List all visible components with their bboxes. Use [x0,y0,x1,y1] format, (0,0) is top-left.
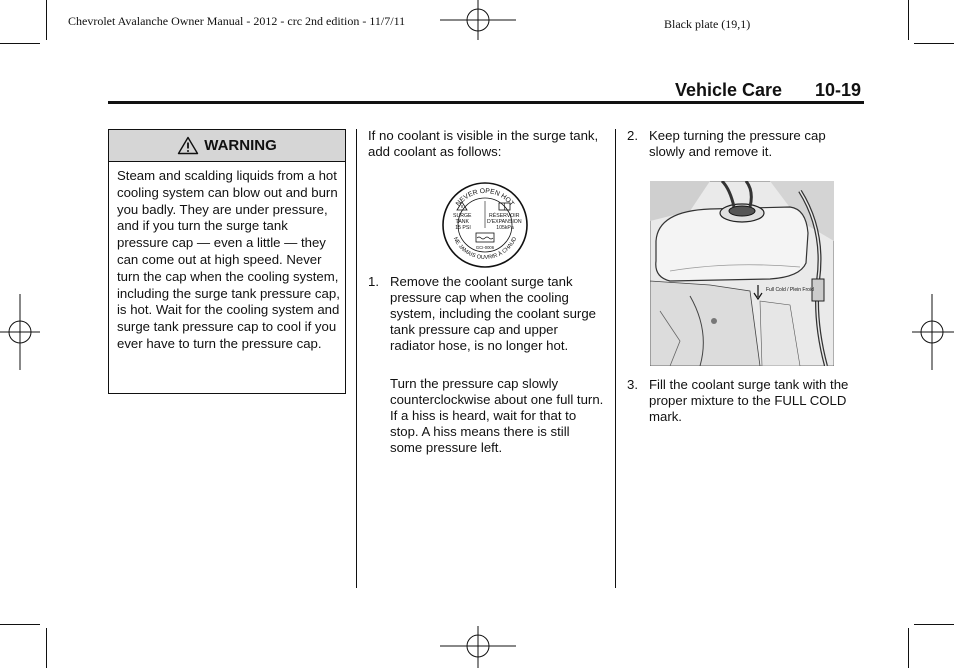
crop-mark [914,43,954,44]
cap-right-line-2: D'EXPANSION [486,219,522,225]
crop-mark [908,628,909,668]
cap-right-line-1: RÉSERVOIR [489,213,520,219]
page-number: 10-19 [815,80,862,100]
step-3 [627,377,859,427]
step-1-text: Remove the coolant surge tank pressure cap when the cooling system, including the coolant surge tank pressure cap and upper radiator hose, is no longer hot. [390,274,596,353]
crop-mark [46,628,47,668]
plate-info-left: Chevrolet Avalanche Owner Manual - 2012 - crc 2nd edition - 11/7/11 [68,14,406,28]
warning-title: WARNING [204,137,277,154]
crop-mark [914,624,954,625]
crop-mark [908,0,909,40]
warning-header [109,130,345,162]
registration-mark-top [440,0,516,40]
plate-info-right: Black plate (19,1) [664,17,751,31]
warning-triangle-icon [177,136,199,155]
crop-mark [0,624,40,625]
header-rule [108,101,864,104]
step-2-number: 2. [627,128,638,143]
cap-left-line-1: SURGE [453,213,472,219]
pressure-cap-illustration [441,181,529,269]
step-1-note: Turn the pressure cap slowly counterclockwise about one full turn. If a hiss is heard, wait for that to stop. A hiss means there is still some pressure left. [390,376,604,455]
photo-full-cold-label: Full Cold / Plein Froid [766,287,814,293]
step-1 [368,274,608,370]
column-divider [615,129,616,588]
registration-mark-bottom [440,626,516,668]
cap-bottom-arc-text: NE JAMAIS OUVRIR À CHAUD [451,236,519,262]
registration-mark-right [912,294,954,370]
column-divider [356,129,357,588]
cap-code: GCI-0006 [475,245,495,250]
coolant-intro: If no coolant is visible in the surge tank, add coolant as follows: [368,128,599,159]
cap-top-arc-text: NEVER OPEN HOT [454,187,516,208]
warning-text: Steam and scalding liquids from a hot cooling system can blow out and burn you badly. They are under pressure, and if you turn the surge tank pressure cap — even a little — they can come out at high speed. Never turn the cap when the cooling system, including the surge tank pressure cap, is hot. Wait for the cooling system and surge tank pressure cap to cool if you ever have to turn the pressure cap. [117,168,340,351]
registration-mark-left [0,294,40,370]
cap-right-line-3: 105kPa [496,225,514,231]
step-2 [627,128,859,162]
svg-text:SURGE TANK 15 PSI [453,213,473,231]
step-3-text: Fill the coolant surge tank with the proper mixture to the FULL COLD mark. [649,377,849,424]
cap-left-line-2: TANK [455,219,469,225]
step-3-number: 3. [627,377,638,392]
warning-box [108,129,346,394]
step-1-number: 1. [368,274,379,289]
section-title: Vehicle Care [675,80,783,100]
surge-tank-photo [650,181,834,366]
crop-mark [46,0,47,40]
crop-mark [0,43,40,44]
cap-left-line-3: 15 PSI [455,225,471,231]
step-2-text: Keep turning the pressure cap slowly and remove it. [649,128,826,159]
